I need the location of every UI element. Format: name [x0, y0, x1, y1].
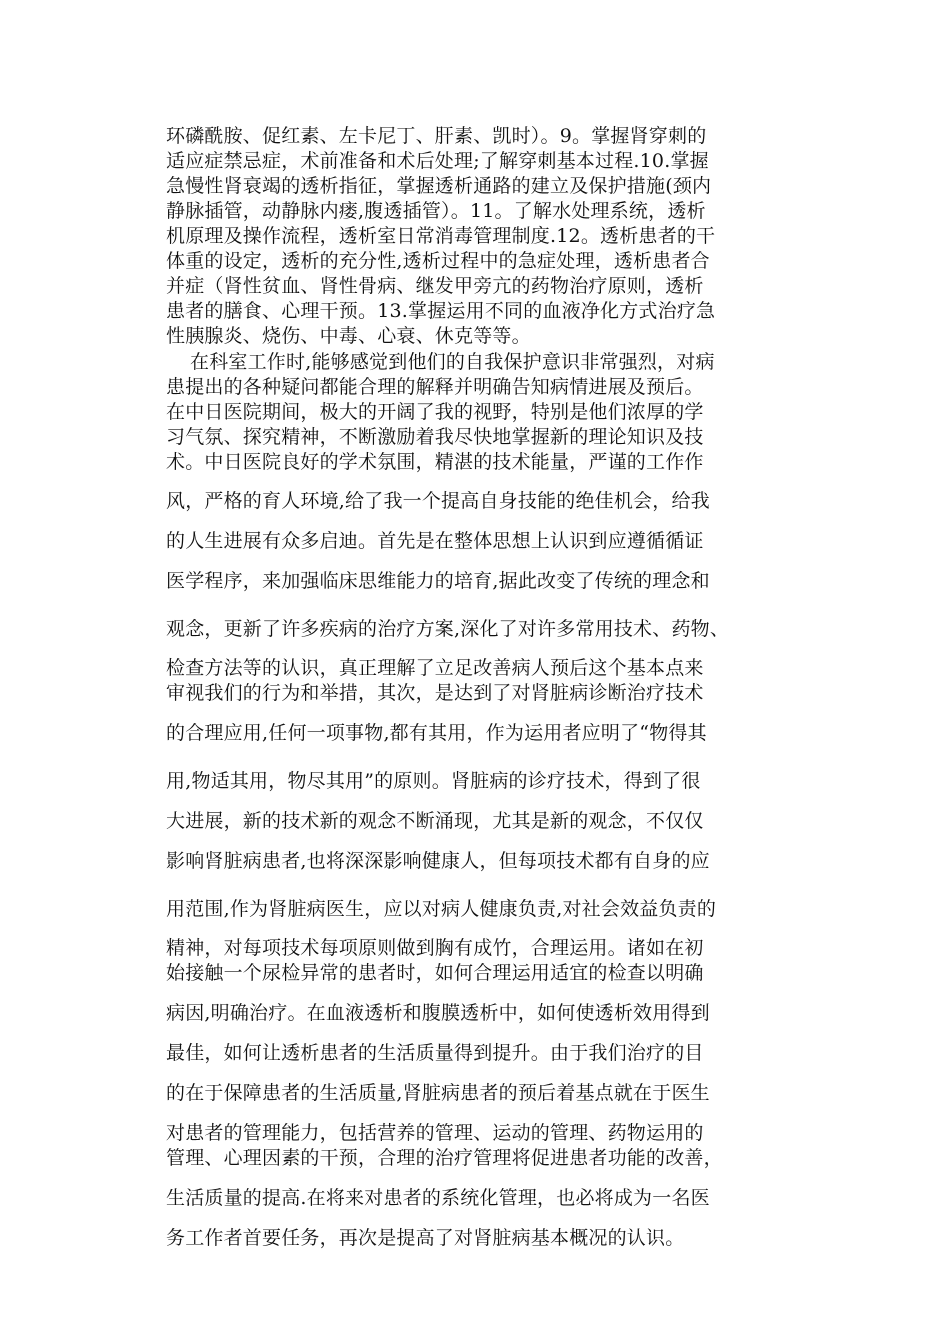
text-line: 观念，更新了许多疾病的治疗方案,深化了对许多常用技术、药物、	[166, 618, 730, 640]
text-line: 精神，对每项技术每项原则做到胸有成竹，合理运用。诸如在初	[166, 937, 704, 959]
text-line: 最佳，如何让透析患者的生活质量得到提升。由于我们治疗的目	[166, 1042, 704, 1064]
text-line: 检查方法等的认识，真正理解了立足改善病人预后这个基本点来	[166, 657, 704, 679]
text-line: 习气氛、探究精神，不断激励着我尽快地掌握新的理论知识及技	[166, 426, 704, 448]
text-line: 用范围,作为肾脏病医生，应以对病人健康负责,对社会效益负责的	[166, 898, 717, 920]
text-line: 始接触一个尿检异常的患者时，如何合理运用适宜的检查以明确	[166, 962, 704, 984]
text-line: 管理、心理因素的干预，合理的治疗管理将促进患者功能的改善，	[166, 1147, 723, 1169]
text-line: 对患者的管理能力，包括营养的管理、运动的管理、药物运用的	[166, 1122, 704, 1144]
text-line: 审视我们的行为和举措，其次，是达到了对肾脏病诊断治疗技术	[166, 682, 704, 704]
text-line: 病因,明确治疗。在血液透析和腹膜透析中，如何使透析效用得到	[166, 1002, 710, 1024]
paragraph-first-line: 在科室工作时,能够感觉到他们的自我保护意识非常强烈，对病	[190, 351, 715, 373]
text-line: 环磷酰胺、促红素、左卡尼丁、肝素、凯时）。9。掌握肾穿刺的	[166, 125, 707, 147]
text-line: 的在于保障患者的生活质量,肾脏病患者的预后着基点就在于医生	[166, 1082, 710, 1104]
text-line: 在中日医院期间，极大的开阔了我的视野，特别是他们浓厚的学	[166, 401, 704, 423]
text-line: 机原理及操作流程，透析室日常消毒管理制度.12。透析患者的干	[166, 225, 716, 247]
text-line: 的人生进展有众多启迪。首先是在整体思想上认识到应遵循循证	[166, 530, 704, 552]
text-line: 生活质量的提高.在将来对患者的系统化管理，也必将成为一名医	[166, 1187, 710, 1209]
text-line: 务工作者首要任务，再次是提高了对肾脏病基本概况的认识。	[166, 1227, 685, 1249]
text-line: 术。中日医院良好的学术氛围，精湛的技术能量，严谨的工作作	[166, 451, 704, 473]
text-line: 风，严格的育人环境,给了我一个提高自身技能的绝佳机会，给我	[166, 490, 710, 512]
text-line: 患者的膳食、心理干预。13.掌握运用不同的血液净化方式治疗急	[166, 300, 716, 322]
text-line: 医学程序，来加强临床思维能力的培育,据此改变了传统的理念和	[166, 570, 710, 592]
text-line: 适应症禁忌症，术前准备和术后处理;了解穿刺基本过程.10.掌握	[166, 150, 709, 172]
text-line: 静脉插管，动静脉内瘘,腹透插管）。11。了解水处理系统，透析	[166, 200, 706, 222]
text-line: 的合理应用,任何一项事物,都有其用，作为运用者应明了“物得其	[166, 722, 707, 744]
text-line: 并症（肾性贫血、肾性骨病、继发甲旁亢的药物治疗原则，透析	[166, 275, 704, 297]
text-line: 用,物适其用，物尽其用”的原则。肾脏病的诊疗技术，得到了很	[166, 770, 701, 792]
text-line: 性胰腺炎、烧伤、中毒、心衰、休克等等。	[166, 325, 531, 347]
text-line: 体重的设定，透析的充分性,透析过程中的急症处理，透析患者合	[166, 250, 710, 272]
text-line: 患提出的各种疑问都能合理的解释并明确告知病情进展及预后。	[166, 376, 704, 398]
text-line: 影响肾脏病患者,也将深深影响健康人，但每项技术都有自身的应	[166, 850, 710, 872]
text-line: 大进展，新的技术新的观念不断涌现，尤其是新的观念，不仅仅	[166, 810, 704, 832]
text-line: 急慢性肾衰竭的透析指征，掌握透析通路的建立及保护措施(颈内	[166, 175, 712, 197]
